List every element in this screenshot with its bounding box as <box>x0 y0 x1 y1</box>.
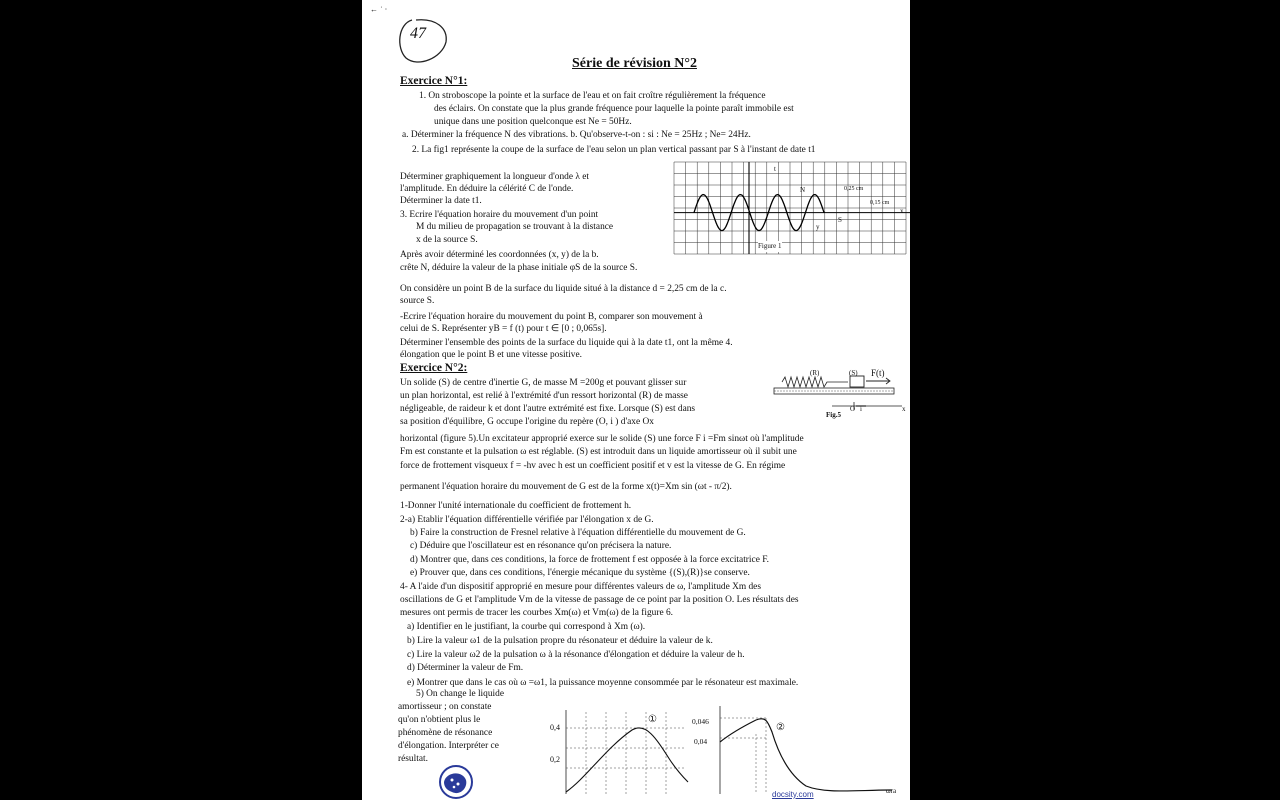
text-line: On considère un point B de la surface du liquide situé à la distance d = 2,25 cm de la c. <box>400 284 727 294</box>
text-line: c) Déduire que l'oscillateur est en résonance qu'on précisera la nature. <box>410 541 672 551</box>
fig1-mark: N <box>800 186 806 194</box>
text-line: 5) On change le liquide <box>416 689 504 699</box>
text-line: un plan horizontal, est relié à l'extrémité d'un ressort horizontal (R) de masse <box>400 391 688 401</box>
fig6-y-tick: 0,2 <box>550 755 560 764</box>
page-number: 47 <box>410 25 426 42</box>
fig1-mark: t <box>774 165 776 173</box>
fig5-unit-vector: i <box>860 405 862 413</box>
text-line: a) Identifier en le justifiant, la courbe qui correspond à Xm (ω). <box>407 622 646 632</box>
text-line: 2. La fig1 représente la coupe de la surface de l'eau selon un plan vertical passant par S à l'instant de date t1 <box>412 145 816 155</box>
text-line: M du milieu de propagation se trouvant à la distance <box>416 222 614 232</box>
text-line: permanent l'équation horaire du mouvement de G est de la forme x(t)=Xm sin (ωt - π/2). <box>400 482 732 492</box>
text-line: c) Lire la valeur ω2 de la pulsation ω à la résonance d'élongation et déduire la valeur de h. <box>407 650 745 660</box>
text-line: 4- A l'aide d'un dispositif approprié en mesure pour différentes valeurs de ω, l'amplitude Xm des <box>400 582 761 592</box>
text-line: Fm est constante et la pulsation ω est réglable. (S) est introduit dans un liquide amortisseur où il subit une <box>400 447 797 457</box>
fig1-mark: S <box>838 216 842 224</box>
exercise-1-heading: Exercice N°1: <box>400 75 468 87</box>
fig6-curve-2-label: ② <box>776 722 785 733</box>
docsity-logo-icon <box>436 764 476 800</box>
corner-mark: ← ˙ · <box>370 5 388 14</box>
text-line: e) Montrer que dans le cas où ω =ω1, la puissance moyenne consommée par le résonateur est maximale. <box>407 678 799 688</box>
text-line: des éclairs. On constate que la plus grande fréquence pour laquelle la pointe paraît immobile est <box>434 104 794 114</box>
fig5-origin: O <box>850 405 856 413</box>
figure-6-curve-2 <box>716 704 896 796</box>
fig6-curve-1-label: ① <box>648 714 657 725</box>
text-line: 1-Donner l'unité internationale du coefficient de frottement h. <box>400 501 632 511</box>
text-line: force de frottement visqueux f = -hv avec h est un coefficient positif et v est la vitesse de G. En régime <box>400 461 786 471</box>
text-line: crête N, déduire la valeur de la phase initiale φS de la source S. <box>400 263 638 273</box>
fig1-mark: x <box>900 207 904 215</box>
text-line: phénomène de résonance <box>398 728 493 738</box>
text-line: l'amplitude. En déduire la célérité C de l'onde. <box>400 184 574 194</box>
corner-text: ωra <box>886 787 897 795</box>
text-line: sa position d'équilibre, G occupe l'origine du repère (O, i ) d'axe Ox <box>400 417 654 427</box>
fig6-y-tick: 0,046 <box>692 717 709 726</box>
text-line: Après avoir déterminé les coordonnées (x, y) de la b. <box>400 250 599 260</box>
fig5-spring-label: (R) <box>810 369 820 377</box>
text-line: d'élongation. Interpréter ce <box>398 741 499 751</box>
fig6-y-tick: 0,04 <box>694 737 708 746</box>
fig5-axis-x: x <box>902 405 906 413</box>
exercise-2-heading: Exercice N°2: <box>400 362 468 374</box>
fig1-mark: y <box>816 223 820 231</box>
text-line: horizontal (figure 5).Un excitateur approprié exerce sur le solide (S) une force F i =Fm sinωt où l'amplitude <box>400 434 804 444</box>
fig5-force-label: F(t) <box>871 368 885 378</box>
text-line: 3. Ecrire l'équation horaire du mouvement d'un point <box>400 210 599 220</box>
docsity-link[interactable]: docsity.com <box>772 790 814 799</box>
text-line: d) Montrer que, dans ces conditions, la force de frottement f est opposée à la force excitatrice F. <box>410 555 770 565</box>
figure-6-curve-1 <box>546 708 692 796</box>
text-line: qu'on n'obtient plus le <box>398 715 481 725</box>
fig1-mark: 0,15 cm <box>870 200 890 206</box>
page-title: Série de révision N°2 <box>572 56 697 71</box>
text-line: Déterminer la date t1. <box>400 196 482 206</box>
text-line: x de la source S. <box>416 235 478 245</box>
text-line: source S. <box>400 296 435 306</box>
text-line: unique dans une position quelconque est Ne = 50Hz. <box>434 117 632 127</box>
text-line: e) Prouver que, dans ces conditions, l'énergie mécanique du système {(S),(R)}se conserve. <box>410 568 750 578</box>
text-line: mesures ont permis de tracer les courbes Xm(ω) et Vm(ω) de la figure 6. <box>400 608 674 618</box>
text-line: -Ecrire l'équation horaire du mouvement du point B, comparer son mouvement à <box>400 312 703 322</box>
text-line: b) Lire la valeur ω1 de la pulsation propre du résonateur et déduire la valeur de k. <box>407 636 713 646</box>
text-line: oscillations de G et l'amplitude Vm de la vitesse de passage de ce point par la position O. Les résultats des <box>400 595 799 605</box>
fig5-solid-label: (S) <box>849 369 858 377</box>
document-page <box>362 0 910 800</box>
text-line: Déterminer graphiquement la longueur d'onde λ et <box>400 172 589 182</box>
text-line: élongation que le point B et une vitesse positive. <box>400 350 582 360</box>
text-line: b) Faire la construction de Fresnel relative à l'équation différentielle du mouvement de G. <box>410 528 746 538</box>
text-line: négligeable, de raideur k et dont l'autre extrémité est fixe. Lorsque (S) est dans <box>400 404 696 414</box>
text-line: d) Déterminer la valeur de Fm. <box>407 663 524 673</box>
text-line: Déterminer l'ensemble des points de la surface du liquide qui à la date t1, ont la même 4. <box>400 338 733 348</box>
fig5-caption: Fig.5 <box>826 411 841 419</box>
text-line: 1. On stroboscope la pointe et la surface de l'eau et on fait croître régulièrement la fréquence <box>419 91 766 101</box>
text-line: résultat. <box>398 754 428 764</box>
text-line: a. Déterminer la fréquence N des vibrations. b. Qu'observe-t-on : si : Ne = 25Hz ; Ne= 24Hz. <box>402 130 751 140</box>
fig6-y-tick: 0,4 <box>550 723 560 732</box>
fig1-mark: 0,25 cm <box>844 186 864 192</box>
text-line: celui de S. Représenter yB = f (t) pour t ∈ [0 ; 0,065s]. <box>400 324 607 334</box>
text-line: Un solide (S) de centre d'inertie G, de masse M =200g et pouvant glisser sur <box>400 378 687 388</box>
figure-1-label: Figure 1 <box>758 242 782 250</box>
text-line: 2-a) Etablir l'équation différentielle vérifiée par l'élongation x de G. <box>400 515 654 525</box>
text-line: amortisseur ; on constate <box>398 702 492 712</box>
